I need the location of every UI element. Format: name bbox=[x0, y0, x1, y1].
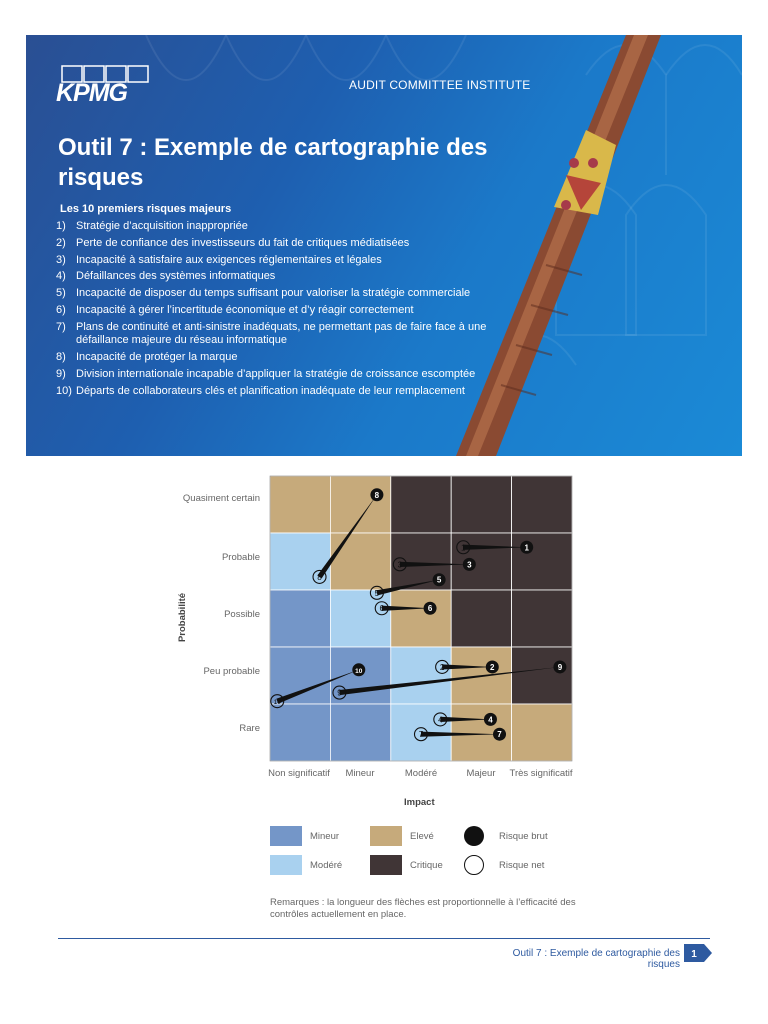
heatmap-cell bbox=[391, 590, 451, 647]
heatmap-cell bbox=[512, 476, 572, 533]
risk-number: 10) bbox=[56, 384, 72, 397]
heatmap-cell bbox=[391, 647, 451, 704]
x-label-3: Majeur bbox=[466, 768, 496, 779]
legend-label-net: Risque net bbox=[499, 860, 545, 871]
legend-label-mineur: Mineur bbox=[310, 831, 340, 842]
x-label-1: Mineur bbox=[345, 768, 375, 779]
risk-number: 5) bbox=[56, 287, 66, 300]
footer-rule bbox=[58, 938, 710, 939]
footer-title: Outil 7 : Exemple de cartographie des risques bbox=[512, 948, 680, 970]
legend-dot-brut bbox=[464, 826, 484, 846]
heatmap-cell bbox=[270, 704, 330, 761]
risk-number: 3) bbox=[56, 253, 66, 266]
x-axis-title: Impact bbox=[404, 797, 435, 808]
risk-item-8 bbox=[56, 351, 526, 365]
x-label-2: Modéré bbox=[404, 768, 438, 779]
risk-text: Départs de collaborateurs clés et planification inadéquate de leur remplacement bbox=[76, 384, 465, 397]
heatmap-cell bbox=[270, 476, 330, 533]
risk-number: 9) bbox=[56, 367, 66, 380]
risk-item-4 bbox=[56, 270, 526, 284]
page-number-badge bbox=[684, 944, 712, 962]
heatmap-cell bbox=[512, 647, 572, 704]
risk-text: Incapacité à gérer l’incertitude économique et d’y réagir correctement bbox=[76, 303, 414, 316]
risk-net-label-6: 6 bbox=[379, 604, 384, 614]
legend-swatch-critique bbox=[370, 855, 402, 875]
risk-item-7 bbox=[56, 321, 526, 348]
heatmap-cell bbox=[330, 704, 390, 761]
logo-text: KPMG bbox=[56, 79, 127, 107]
risk-brut-label-4: 4 bbox=[488, 715, 493, 725]
y-label-0: Quasiment certain bbox=[182, 493, 260, 504]
risk-number: 7) bbox=[56, 320, 66, 333]
risk-number: 6) bbox=[56, 303, 66, 316]
risk-list-title: Les 10 premiers risques majeurs bbox=[60, 203, 232, 215]
y-label-4: Rare bbox=[239, 723, 260, 734]
legend-label-eleve: Elevé bbox=[410, 831, 434, 842]
heatmap-cell bbox=[512, 590, 572, 647]
risk-brut-label-6: 6 bbox=[427, 604, 433, 614]
y-label-2: Possible bbox=[224, 609, 260, 620]
page-number: 1 bbox=[691, 949, 697, 960]
risk-item-9 bbox=[56, 368, 526, 382]
risk-brut-label-3: 3 bbox=[467, 560, 472, 570]
risk-brut-label-8: 8 bbox=[374, 490, 380, 500]
heatmap-cell bbox=[330, 590, 390, 647]
legend-dot-net bbox=[464, 855, 484, 875]
risk-text: Incapacité de protéger la marque bbox=[76, 351, 238, 364]
institute-label: AUDIT COMMITTEE INSTITUTE bbox=[349, 78, 531, 92]
remarks-note: Remarques : la longueur des flèches est proportionnelle à l’efficacité des contrôles actuellement en place. bbox=[270, 897, 576, 920]
risk-item-5 bbox=[56, 287, 526, 301]
risk-text: Défaillances des systèmes informatiques bbox=[76, 270, 276, 283]
risk-number: 8) bbox=[56, 351, 66, 364]
risk-text: Incapacité à satisfaire aux exigences réglementaires et légales bbox=[76, 253, 382, 266]
page-title: Outil 7 : Exemple de cartographie des risques bbox=[58, 134, 488, 191]
risk-brut-label-7: 7 bbox=[497, 730, 502, 740]
x-label-4: Très significatif bbox=[509, 768, 573, 779]
risk-net-label-2: 2 bbox=[439, 662, 445, 672]
risk-item-3 bbox=[56, 254, 526, 268]
risk-number: 1) bbox=[56, 220, 66, 232]
risk-net-label-5: 5 bbox=[374, 588, 380, 598]
risk-brut-label-10: 10 bbox=[355, 667, 363, 675]
legend-label-brut: Risque brut bbox=[499, 831, 548, 842]
risk-item-2 bbox=[56, 237, 526, 251]
risk-number: 2) bbox=[56, 236, 66, 249]
risk-net-label-7: 7 bbox=[418, 730, 424, 740]
risk-text: Plans de continuité et anti-sinistre inadéquats, ne permettant pas de faire face à une défaillance majeure du réseau informatique bbox=[76, 320, 487, 347]
risk-net-label-8: 8 bbox=[317, 572, 322, 582]
risk-item-1 bbox=[56, 220, 526, 234]
x-label-0: Non significatif bbox=[268, 768, 330, 779]
risk-list bbox=[56, 220, 526, 401]
risk-text: Division internationale incapable d’appliquer la stratégie de croissance escomptée bbox=[76, 367, 476, 380]
header-banner bbox=[26, 35, 742, 456]
legend-label-modere: Modéré bbox=[310, 860, 343, 871]
y-label-1: Probable bbox=[221, 552, 260, 563]
risk-map bbox=[0, 460, 768, 930]
heatmap-cell bbox=[391, 476, 451, 533]
risk-item-6 bbox=[56, 304, 526, 318]
legend-swatch-mineur bbox=[270, 826, 302, 846]
heatmap-cell bbox=[330, 533, 390, 590]
risk-brut-label-1: 1 bbox=[524, 543, 529, 553]
legend-label-critique: Critique bbox=[410, 860, 443, 871]
y-label-3: Peu probable bbox=[203, 666, 260, 677]
risk-net-label-10: 10 bbox=[273, 699, 281, 707]
risk-net-label-1: 1 bbox=[461, 543, 466, 553]
risk-number: 4) bbox=[56, 270, 66, 283]
heatmap-cell bbox=[330, 476, 390, 533]
risk-text: Stratégie d’acquisition inappropriée bbox=[76, 220, 248, 232]
y-axis-title: Probabilité bbox=[177, 592, 189, 643]
risk-brut-label-9: 9 bbox=[557, 662, 563, 672]
risk-net-label-9: 9 bbox=[337, 688, 342, 698]
risk-text: Incapacité de disposer du temps suffisant pour valoriser la stratégie commerciale bbox=[76, 287, 471, 300]
heatmap-cell bbox=[451, 476, 511, 533]
risk-net-label-3: 3 bbox=[397, 560, 403, 570]
legend-swatch-modere bbox=[270, 855, 302, 875]
heatmap-cell bbox=[512, 704, 572, 761]
risk-text: Perte de confiance des investisseurs du fait de critiques médiatisées bbox=[76, 236, 410, 249]
heatmap-cell bbox=[512, 533, 572, 590]
risk-brut-label-5: 5 bbox=[436, 575, 442, 585]
heatmap-cell bbox=[270, 590, 330, 647]
legend-swatch-eleve bbox=[370, 826, 402, 846]
risk-net-label-4: 4 bbox=[438, 715, 443, 725]
risk-brut-label-2: 2 bbox=[490, 662, 495, 672]
risk-item-10 bbox=[56, 385, 526, 399]
heatmap-cell bbox=[451, 590, 511, 647]
